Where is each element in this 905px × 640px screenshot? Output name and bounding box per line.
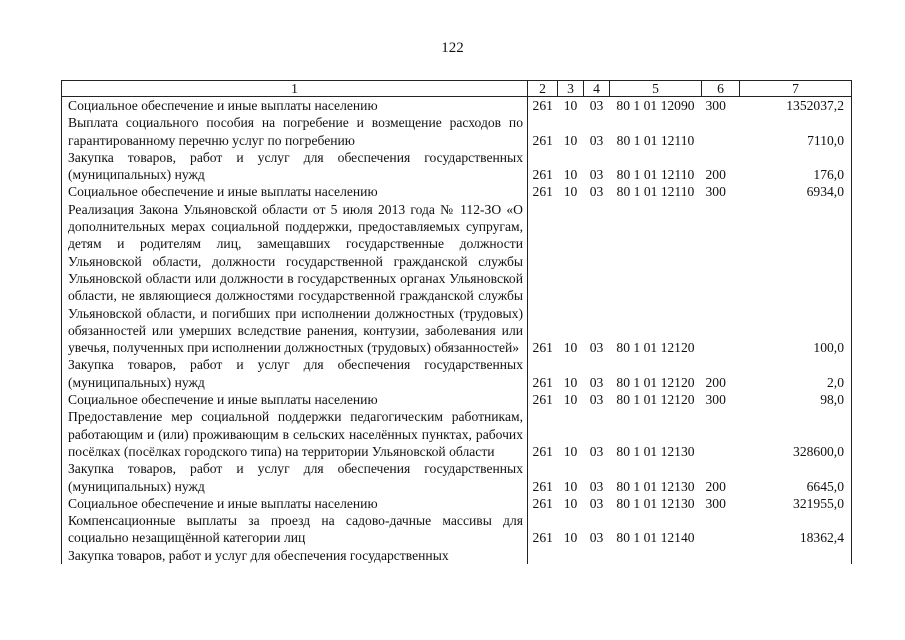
table-row: [62, 547, 852, 564]
row-name: Социальное обеспечение и иные выплаты населению: [62, 183, 528, 200]
row-name: Компенсационные выплаты за проезд на садово-дачные массивы для социально незащищённой категории лиц: [62, 512, 528, 547]
row-name: Закупка товаров, работ и услуг для обеспечения государственных (муниципальных) нужд: [62, 356, 528, 391]
header-cell-gr: 2: [528, 81, 558, 97]
row-csr: 80 1 01 12120: [616, 374, 695, 390]
row-rz: 10: [563, 530, 578, 546]
table-row: [62, 495, 852, 512]
row-csr: 80 1 01 12130: [616, 443, 695, 459]
budget-table: [61, 80, 852, 564]
table-row: [62, 356, 852, 391]
row-rz: 10: [563, 443, 578, 459]
row-csr: 80 1 01 12130: [616, 478, 695, 494]
row-sum: 321955,0: [740, 495, 852, 512]
row-sum: 100,0: [740, 201, 852, 357]
row-name: Выплата социального пособия на погребение и возмещение расходов по гарантированному перечню услуг по погребению: [62, 114, 528, 149]
row-pr: 03: [589, 443, 604, 459]
row-rz: 10: [563, 478, 578, 494]
row-name: Закупка товаров, работ и услуг для обеспечения государственных (муниципальных) нужд: [62, 149, 528, 184]
row-csr: 80 1 01 12130: [616, 495, 695, 511]
row-sum: 176,0: [740, 149, 852, 184]
row-gr: 261: [528, 512, 558, 547]
row-pr: 03: [589, 392, 604, 408]
row-pr: 03: [589, 98, 604, 113]
row-gr: 261: [528, 201, 558, 357]
row-sum: [740, 547, 852, 564]
row-vr: [702, 547, 740, 564]
row-rz: 10: [563, 374, 578, 390]
row-pr: 03: [589, 340, 604, 356]
row-sum: 7110,0: [740, 114, 852, 149]
row-vr: 300: [705, 392, 726, 408]
row-name: Закупка товаров, работ и услуг для обеспечения государственных: [62, 547, 528, 564]
row-name: Социальное обеспечение и иные выплаты населению: [62, 391, 528, 408]
row-vr: [702, 114, 740, 149]
table-row: [62, 460, 852, 495]
row-csr: 80 1 01 12120: [616, 340, 695, 356]
row-vr: [702, 408, 740, 460]
row-csr: 80 1 01 12110: [616, 167, 695, 183]
row-rz: 10: [563, 340, 578, 356]
row-pr: 03: [589, 184, 604, 200]
row-gr: [528, 547, 558, 564]
row-csr: 80 1 01 12090: [616, 98, 695, 113]
header-cell-sum: 7: [740, 81, 852, 97]
header-cell-vr: 6: [702, 81, 740, 97]
row-gr: 261: [528, 356, 558, 391]
row-vr: 200: [705, 478, 726, 494]
row-gr: 261: [528, 495, 558, 512]
row-gr: 261: [528, 114, 558, 149]
row-vr: 200: [705, 167, 726, 183]
table-row: [62, 512, 852, 547]
row-sum: 98,0: [740, 391, 852, 408]
row-name: Социальное обеспечение и иные выплаты населению: [62, 495, 528, 512]
row-gr: 261: [528, 460, 558, 495]
row-pr: 03: [589, 495, 604, 511]
header-cell-name: 1: [62, 81, 528, 97]
table-row: [62, 97, 852, 115]
row-rz: 10: [563, 98, 578, 113]
row-vr: 300: [705, 98, 726, 113]
row-name: Социальное обеспечение и иные выплаты населению: [62, 97, 528, 115]
header-cell-csr: 5: [610, 81, 702, 97]
row-rz: 10: [563, 132, 578, 148]
row-vr: 200: [705, 374, 726, 390]
row-rz: 10: [563, 184, 578, 200]
table-row: [62, 114, 852, 149]
row-name: Предоставление мер социальной поддержки педагогическим работникам, работающим и (или) проживающим в сельских населённых пунктах, рабочих посёлках (посёлках городского типа) на территории Ульяновской области: [62, 408, 528, 460]
row-csr: 80 1 01 12110: [616, 132, 695, 148]
row-gr: 261: [528, 391, 558, 408]
row-name: Закупка товаров, работ и услуг для обеспечения государственных (муниципальных) нужд: [62, 460, 528, 495]
row-rz: [558, 547, 584, 564]
table-row: [62, 149, 852, 184]
row-gr: 261: [528, 408, 558, 460]
row-gr: 261: [528, 97, 558, 115]
header-cell-rz: 3: [558, 81, 584, 97]
row-rz: 10: [563, 167, 578, 183]
header-cell-pr: 4: [584, 81, 610, 97]
row-sum: 328600,0: [740, 408, 852, 460]
row-name: Реализация Закона Ульяновской области от 5 июля 2013 года № 112-ЗО «О дополнительных мерах социальной поддержки, предоставляемых супругам, детям и родителям лиц, замещавших государственные должности Ульяновской области, должности государственной гражданской службы Ульяновской области или должности в государственных органах Ульяновской области, не являющиеся должностями государственной гражданской службы Ульяновской области, и погибших при исполнении должностных (трудовых) обязанностей или умерших вследствие ранения, контузии, заболевания или увечья, полученных при исполнении должностных (трудовых) обязанностей»: [62, 201, 528, 357]
row-pr: 03: [589, 530, 604, 546]
row-gr: 261: [528, 149, 558, 184]
row-gr: 261: [528, 183, 558, 200]
row-rz: 10: [563, 495, 578, 511]
row-sum: 2,0: [740, 356, 852, 391]
row-sum: 6645,0: [740, 460, 852, 495]
row-vr: 300: [705, 184, 726, 200]
row-rz: 10: [563, 392, 578, 408]
table-row: [62, 183, 852, 200]
row-vr: [702, 201, 740, 357]
row-vr: [702, 512, 740, 547]
table-row: [62, 391, 852, 408]
table-row: [62, 408, 852, 460]
row-sum: 1352037,2: [740, 97, 852, 115]
row-pr: 03: [589, 478, 604, 494]
row-pr: 03: [589, 132, 604, 148]
row-vr: 300: [705, 495, 726, 511]
table-row: [62, 201, 852, 357]
row-pr: 03: [589, 374, 604, 390]
page-number: 122: [441, 40, 464, 56]
row-sum: 18362,4: [740, 512, 852, 547]
row-csr: 80 1 01 12110: [616, 184, 695, 200]
row-pr: [584, 547, 610, 564]
row-sum: 6934,0: [740, 183, 852, 200]
row-csr: 80 1 01 12140: [616, 530, 695, 546]
row-csr: [610, 547, 702, 564]
row-csr: 80 1 01 12120: [616, 392, 695, 408]
row-pr: 03: [589, 167, 604, 183]
table-header-row: [62, 81, 852, 97]
